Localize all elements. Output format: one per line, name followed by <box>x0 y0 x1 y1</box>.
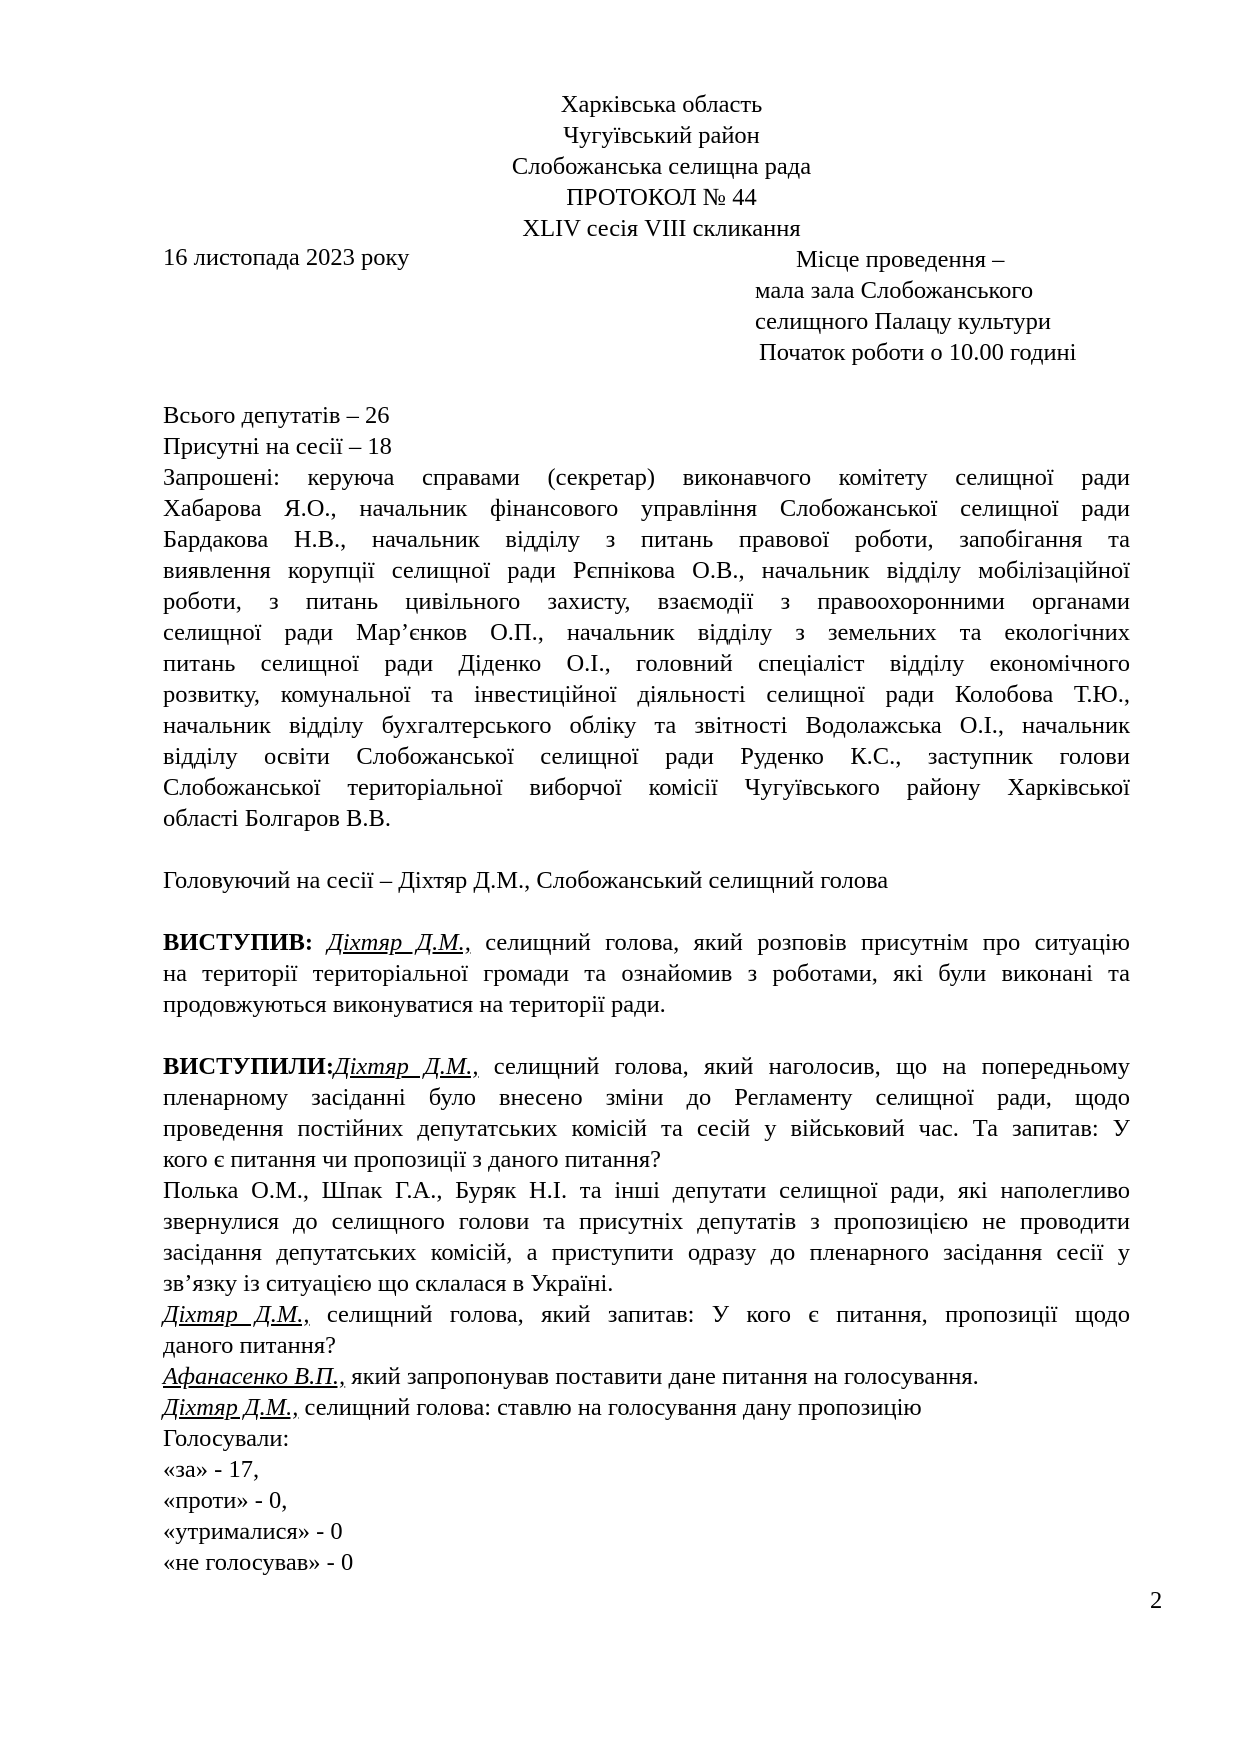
speaker-name: Афанасенко В.П., <box>163 1363 346 1390</box>
speech-text: селищний голова, який розповів присутнім про ситуацію <box>470 929 1130 956</box>
text-line: продовжуються виконуватися на території ради. <box>163 991 666 1018</box>
voting-label: Голосували: <box>163 1425 290 1452</box>
text-line: Полька О.М., Шпак Г.А., Буряк Н.І. та інші депутати селищної ради, які наполегливо <box>163 1177 1130 1204</box>
speaker-name: Діхтяр Д.М., <box>163 1301 310 1328</box>
text-line: Бардакова Н.В., начальник відділу з питань правової роботи, запобігання та <box>163 526 1130 553</box>
text-line: Запрошені: керуюча справами (секретар) виконавчого комітету селищної ради <box>163 464 1130 491</box>
text-line: Слобожанської територіальної виборчої комісії Чугуївського району Харківської <box>163 774 1130 801</box>
document-body <box>163 400 1130 1578</box>
page-number: 2 <box>1150 1587 1163 1614</box>
text-line <box>163 1051 1130 1082</box>
voting-results <box>163 1423 1130 1578</box>
speaker-name: Діхтяр Д.М., <box>334 1053 479 1080</box>
protocol-title: ПРОТОКОЛ № 44 <box>566 184 757 211</box>
text-line: пленарному засіданні було внесено зміни до Регламенту селищної ради, щодо <box>163 1084 1130 1111</box>
speech-text: селищний голова, який запитав: У кого є питання, пропозиції щодо <box>309 1301 1130 1328</box>
chair-line: Головуючий на сесії – Діхтяр Д.М., Слобожанський селищний голова <box>163 867 889 894</box>
text-line: начальник відділу бухгалтерського обліку та звітності Водолажська О.І., начальник <box>163 712 1130 739</box>
text-line: проведення постійних депутатських комісій та сесій у військовий час. Та запитав: У <box>163 1115 1130 1142</box>
speeches-paragraph <box>163 1051 1130 1423</box>
present-deputies: Присутні на сесії – 18 <box>163 433 392 460</box>
venue-line: мала зала Слобожанського <box>755 277 1034 304</box>
text-line: зв’язку із ситуацією що склалася в Україні. <box>163 1270 614 1297</box>
venue-label: Місце проведення – <box>796 246 1005 273</box>
text-line: питань селищної ради Діденко О.І., головний спеціаліст відділу економічного <box>163 650 1130 677</box>
invited-paragraph <box>163 462 1130 834</box>
text-line: роботи, з питань цивільного захисту, взаємодії з правоохоронними органами <box>163 588 1130 615</box>
document-header <box>0 89 1240 244</box>
text-line: засідання депутатських комісій, а приступити одразу до пленарного засідання сесії у <box>163 1239 1130 1266</box>
start-time: Початок роботи о 10.00 годині <box>759 339 1077 366</box>
session-date: 16 листопада 2023 року <box>163 244 410 271</box>
speech-text: який запропонував поставити дане питання на голосування. <box>345 1363 979 1390</box>
vote-for: «за» - 17, <box>163 1456 260 1483</box>
text-line <box>163 927 1130 958</box>
text-line <box>163 1392 1130 1423</box>
vote-not-voted: «не голосував» - 0 <box>163 1549 354 1576</box>
text-line: даного питання? <box>163 1332 336 1359</box>
text-line: кого є питання чи пропозиції з даного питання? <box>163 1146 662 1173</box>
session-line: XLIV сесія VIII скликання <box>522 215 801 242</box>
council-line: Слобожанська селищна рада <box>511 153 812 180</box>
text-line: звернулися до селищного голови та присутніх депутатів з пропозицією не проводити <box>163 1208 1130 1235</box>
text-line: розвитку, комунальної та інвестиційної діяльності селищної ради Колобова Т.Ю., <box>163 681 1130 708</box>
text-line: селищної ради Мар’єнков О.П., начальник відділу з земельних та екологічних <box>163 619 1130 646</box>
text-line: Хабарова Я.О., начальник фінансового управління Слобожанської селищної ради <box>163 495 1130 522</box>
district-line: Чугуївський район <box>563 122 760 149</box>
total-deputies: Всього депутатів – 26 <box>163 402 390 429</box>
text-line: на території територіальної громади та ознайомив з роботами, які були виконані та <box>163 960 1130 987</box>
text-line: області Болгаров В.В. <box>163 805 391 832</box>
speech-text: селищний голова: ставлю на голосування дану пропозицію <box>298 1394 922 1421</box>
speaker-name: Діхтяр Д.М., <box>327 929 471 956</box>
venue-line: селищного Палацу культури <box>755 308 1051 335</box>
vote-against: «проти» - 0, <box>163 1487 288 1514</box>
vote-abstained: «утрималися» - 0 <box>163 1518 343 1545</box>
speech-label: ВИСТУПИЛИ: <box>163 1053 334 1080</box>
speech-text: селищний голова, який наголосив, що на попередньому <box>478 1053 1130 1080</box>
text-line: відділу освіти Слобожанської селищної ради Руденко К.С., заступник голови <box>163 743 1130 770</box>
speech-paragraph <box>163 927 1130 1020</box>
speaker-name: Діхтяр Д.М., <box>163 1394 299 1421</box>
text-line: виявлення корупції селищної ради Рєпнікова О.В., начальник відділу мобілізаційної <box>163 557 1130 584</box>
venue-block <box>755 244 1076 368</box>
text-line <box>163 1361 1130 1392</box>
text-line <box>163 1299 1130 1330</box>
region-line: Харківська область <box>560 91 763 118</box>
speech-label: ВИСТУПИВ: <box>163 929 314 956</box>
